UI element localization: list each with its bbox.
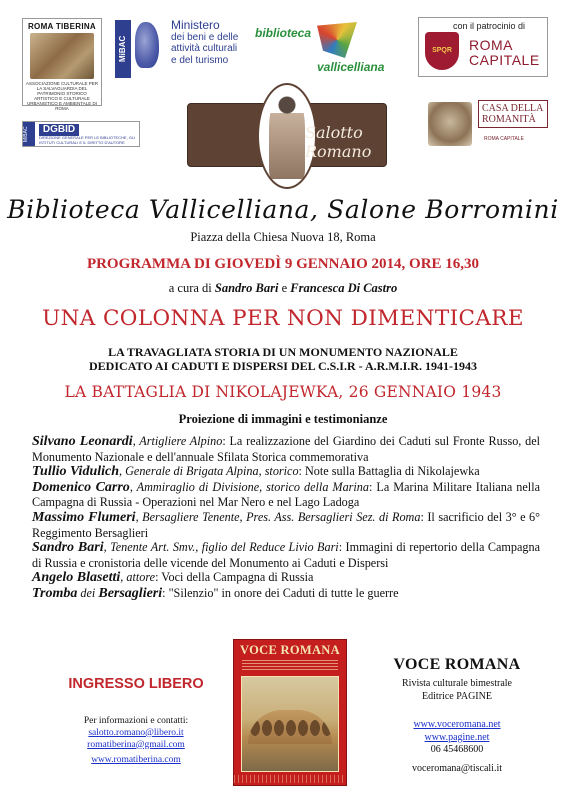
speaker-role: , Generale di Brigata Alpina, storico [119, 464, 299, 479]
curated-prefix: a cura di [168, 281, 212, 295]
curator-2: Francesca Di Castro [290, 281, 398, 295]
curated-and: e [281, 281, 288, 295]
salotto-romano-figure-icon [269, 93, 305, 179]
speaker-topic: : "Silenzio" in onore dei Caduti di tutte le guerre [162, 585, 399, 600]
speaker-role: , Tenente Art. Smv., figlio del Reduce Livio Bari [103, 540, 339, 555]
biblioteca-vallicelliana-logo [255, 22, 405, 72]
mibac-line-3: attività culturali [171, 43, 238, 54]
speaker-item [32, 464, 540, 480]
voce-romana-email[interactable]: voceromana@tiscali.it [411, 762, 502, 774]
speaker-name: Angelo Blasetti [32, 570, 121, 586]
salotto-romano-logo [187, 83, 387, 193]
roma-tiberina-logo [22, 18, 102, 111]
venue-address: Piazza della Chiesa Nuova 18, Roma [190, 230, 376, 244]
curator-1: Sandro Bari [214, 281, 279, 295]
speakers-list [32, 434, 540, 602]
mibac-head-icon [135, 22, 159, 68]
roma-tiberina-logo-title: ROMA TIBERINA [27, 22, 97, 31]
mibac-line-4: e del turismo [171, 54, 229, 66]
website-link-romatiberina[interactable]: www.romatiberina.com [91, 755, 181, 766]
speaker-topic: : Immagini di repertorio della Campagna di Russia e cronistoria delle vicende del Monumento ai Caduti e Dispersi [32, 540, 540, 570]
speaker-item [32, 510, 540, 540]
speaker-name: Tullio Vidulich [32, 464, 120, 480]
mibac-logo-text [171, 20, 251, 66]
speaker-topic: : Il sacrificio del 3° e 6° Reggimento Bersaglieri [32, 509, 540, 540]
speaker-topic: : Note sulla Battaglia di Nikolajewka [298, 464, 480, 479]
roma-capitale-line-2: CAPITALE [469, 52, 540, 68]
voce-romana-description [372, 678, 542, 703]
speaker-item [32, 570, 540, 586]
casa-romanita-line-1: CASA DELLA [482, 103, 544, 114]
voce-romana-title: VOCE ROMANA [393, 656, 521, 673]
dgbid-logo [22, 121, 140, 147]
event-subtitle-line-2: DEDICATO AI CADUTI E DISPERSI DEL C.S.I.R - A.R.M.I.R. 1941-1943 [89, 359, 477, 373]
voce-romana-contacts [372, 719, 542, 775]
speaker-role: , Bersagliere Tenente, Pres. Ass. Bersaglieri Sez. di Roma [135, 509, 421, 524]
mibac-line-1: Ministero [171, 18, 220, 32]
battle-title: LA BATTAGLIA DI NIKOLAJEWKA, 26 GENNAIO 1943 [64, 383, 502, 401]
website-link-voceromana[interactable]: www.voceromana.net [413, 719, 501, 730]
curated-by-line [0, 281, 566, 296]
speaker-name-end: Bersaglieri [98, 585, 163, 601]
roma-capitale-logo [418, 17, 548, 77]
roma-capitale-line-1: ROMA [469, 37, 513, 53]
contacts-block [46, 716, 226, 767]
event-subtitle-line-1: LA TRAVAGLIATA STORIA DI UN MONUMENTO NAZIONALE [108, 345, 458, 359]
roma-tiberina-logo-subtitle: ASSOCIAZIONE CULTURALE PER LA SALVAGUARDIA DEL PATRIMONIO STORICO ARTISTICO E CULTURALE URBANISTICO E AMBIENTALE DI ROMA [26, 81, 98, 111]
dgbid-logo-subtitle: DIREZIONE GENERALE PER LE BIBLIOTECHE, GLI ISTITUTI CULTURALI E IL DIRITTO D'AUTORE [39, 135, 136, 145]
program-date: PROGRAMMA DI GIOVEDÌ 9 GENNAIO 2014, ORE 16,30 [86, 256, 480, 272]
speaker-role: , Ammiraglio di Divisione, storico della Marina [129, 479, 369, 494]
magazine-cover-title: VOCE ROMANA [240, 643, 340, 657]
speaker-name: Massimo Flumeri [32, 509, 136, 525]
speaker-item [32, 586, 540, 602]
speaker-role: , attore [120, 570, 156, 585]
voce-romana-sub-2: Editrice PAGINE [422, 690, 492, 702]
roma-tiberina-statue-image [30, 33, 94, 79]
speaker-item [32, 434, 540, 464]
salotto-romano-title: Salotto Romano [305, 123, 372, 161]
speaker-item [32, 480, 540, 510]
speaker-topic: : La realizzazione del Giardino dei Caduti sul Fronte Russo, del Monumento Nazionale e dell'annuale Sfilata Storica commemorativa [32, 434, 541, 464]
speaker-role: , Artigliere Alpino [132, 434, 223, 448]
website-link-pagine[interactable]: www.pagine.net [424, 731, 490, 743]
speaker-topic: : Voci della Campagna di Russia [155, 570, 314, 585]
speaker-name: Silvano Leonardi [32, 434, 133, 449]
mibac-logo-bar: MiBAC [115, 20, 131, 78]
voce-romana-magazine-cover [233, 639, 347, 786]
biblioteca-logo-mark-icon [317, 22, 357, 58]
voce-romana-info [372, 656, 542, 703]
roma-capitale-name [469, 38, 547, 68]
dgbid-logo-name: DGBID [39, 124, 79, 136]
casa-della-romanita-logo [428, 100, 548, 150]
contacts-label: Per informazioni e contatti: [83, 716, 189, 726]
casa-romanita-image [428, 102, 472, 146]
magazine-cover-text-lines [242, 660, 338, 672]
dgbid-logo-bar: MiBAC [23, 122, 35, 146]
spqr-shield-icon: SPQR [425, 32, 459, 70]
venue-title: Biblioteca Vallicelliana, Salone Borromini [7, 195, 559, 224]
event-subtitle [0, 345, 566, 373]
voce-romana-sub-1: Rivista culturale bimestrale [402, 678, 512, 689]
speaker-name-connector: dei [77, 585, 99, 600]
speaker-topic: : La Marina Militare Italiana nella Campagna di Russia - Operazioni nel Mar Nero e nel Lago Ladoga [32, 479, 540, 510]
magazine-cover-footer [234, 775, 346, 783]
mibac-logo [115, 18, 239, 80]
biblioteca-logo-part-1: biblioteca [255, 26, 312, 40]
casa-romanita-name [478, 100, 548, 128]
speaker-name: Domenico Carro [32, 479, 130, 495]
projection-label: Proiezione di immagini e testimonianze [178, 412, 388, 426]
event-main-title: UNA COLONNA PER NON DIMENTICARE [42, 306, 524, 331]
speaker-name: Sandro Bari [32, 540, 104, 556]
casa-romanita-line-2: ROMANITÀ [482, 114, 536, 125]
email-link-romatiberina[interactable]: romatiberina@gmail.com [87, 739, 185, 750]
biblioteca-logo-part-2: vallicelliana [317, 60, 385, 74]
mibac-line-2: dei beni e delle [171, 31, 239, 43]
free-entry-label: INGRESSO LIBERO [68, 676, 204, 692]
voce-romana-phone: 06 45468600 [430, 744, 484, 755]
speaker-item [32, 540, 540, 570]
email-link-salotto[interactable]: salotto.romano@libero.it [88, 727, 184, 738]
speaker-name: Tromba [32, 585, 78, 601]
casa-romanita-tag: ROMA CAPITALE [484, 136, 524, 142]
patronage-label: con il patrocinio di [453, 21, 526, 31]
